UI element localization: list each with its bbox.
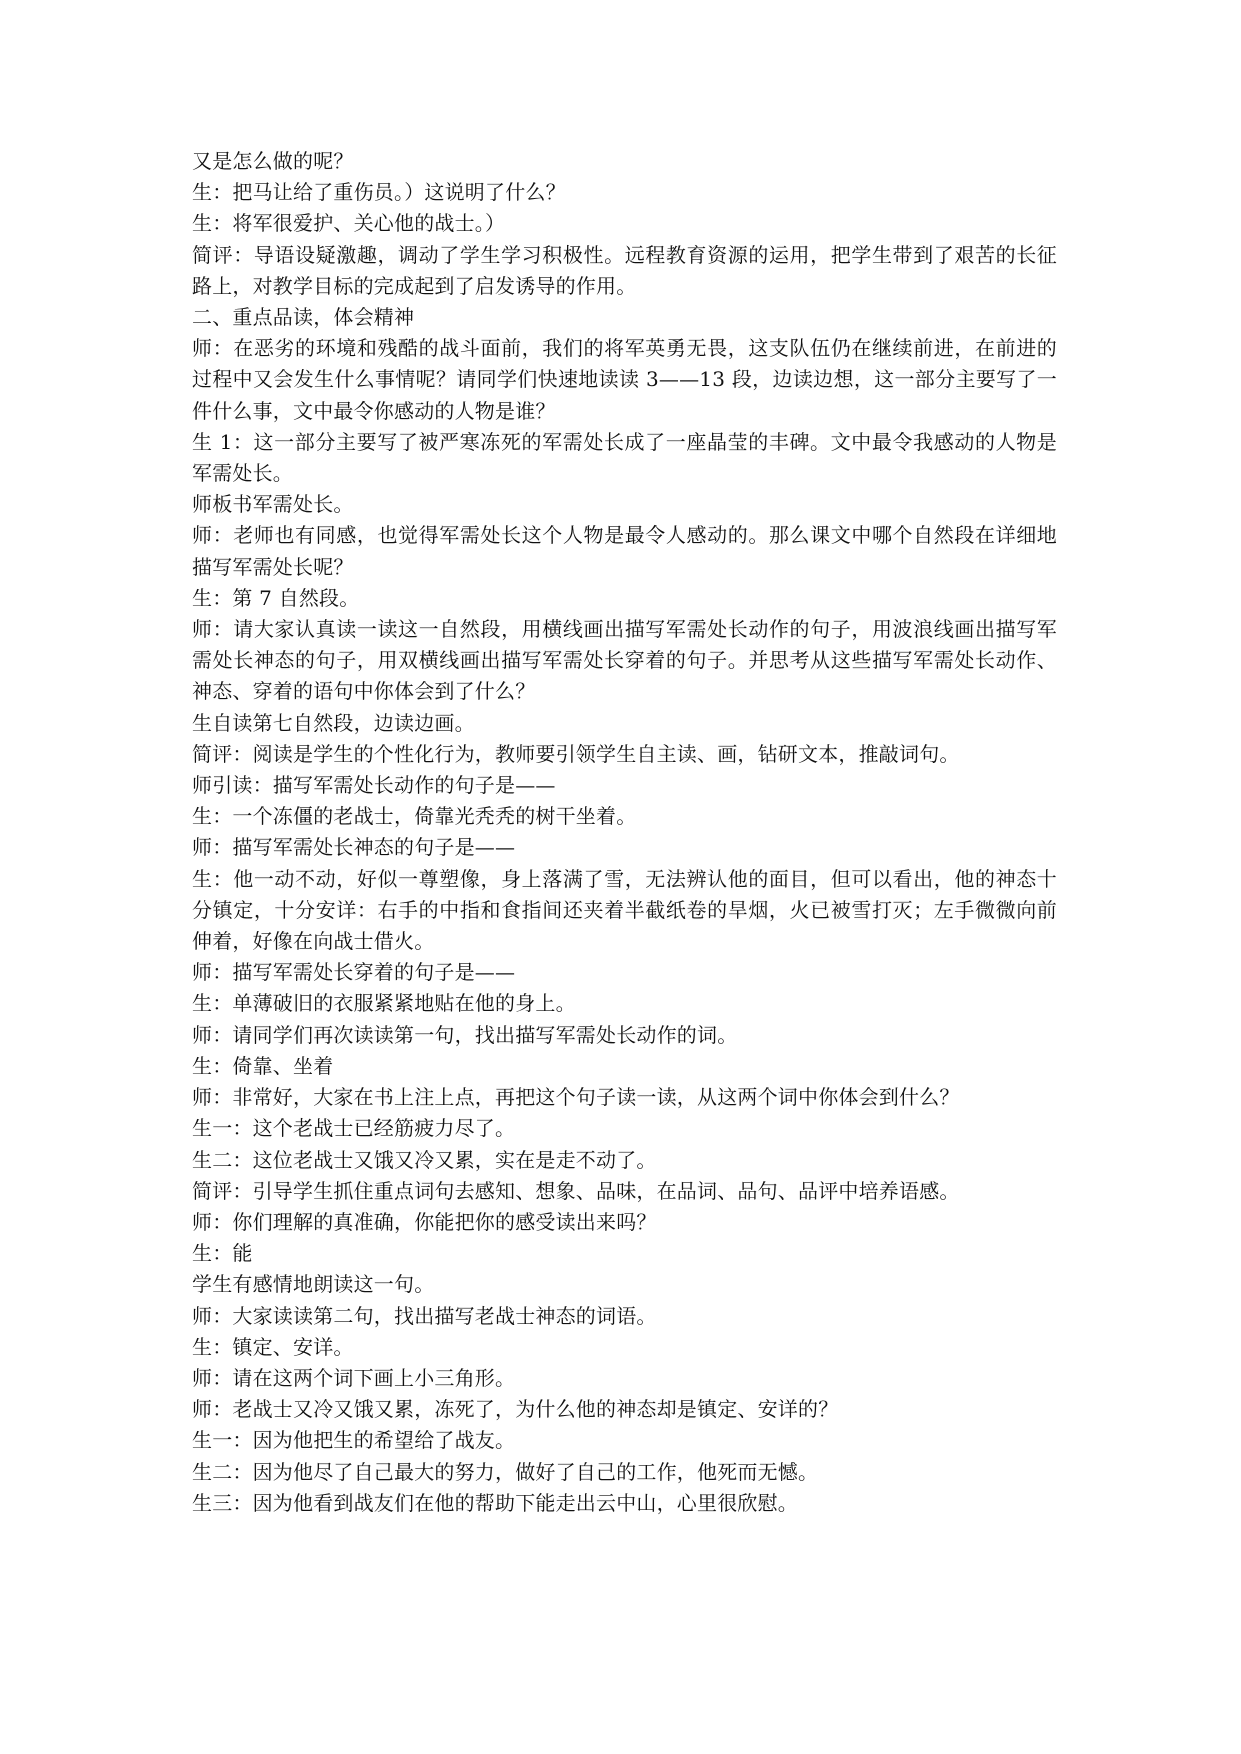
text-line-20: 师：请同学们再次读读第一句，找出描写军需处长动作的词。 [192,1022,738,1047]
text-line-8: 师板书军需处长。 [192,492,354,517]
text-line-15: 生：一个冻僵的老战士，倚靠光秃秃的树干坐着。 [192,804,637,829]
text-paragraph-11: 师：请大家认真读一读这一自然段，用横线画出描写军需处长动作的句子，用波浪线画出描写军需处长神态的句子，用双横线画出描写军需处长穿着的句子。并思考从这些描写军需处长动作、神态、穿着的语句中你体会到了什么？ [192,617,1057,704]
text-line-23: 生一：这个老战士已经筋疲力尽了。 [192,1116,516,1141]
text-line-12: 生自读第七自然段，边读边画。 [192,710,475,735]
text-line-33: 生一：因为他把生的希望给了战友。 [192,1428,516,1453]
text-line-13: 简评：阅读是学生的个性化行为，教师要引领学生自主读、画，钻研文本，推敲词句。 [192,741,960,766]
text-line-26: 师：你们理解的真准确，你能把你的感受读出来吗？ [192,1209,657,1234]
text-line-24: 生二：这位老战士又饿又冷又累，实在是走不动了。 [192,1147,657,1172]
text-line-25: 简评：引导学生抓住重点词句去感知、想象、品味，在品词、品句、品评中培养语感。 [192,1178,960,1203]
section-heading: 二、重点品读，体会精神 [192,305,415,330]
text-paragraph-9: 师：老师也有同感，也觉得军需处长这个人物是最令人感动的。那么课文中哪个自然段在详细地描写军需处长呢？ [192,523,1057,579]
text-line-35: 生三：因为他看到战友们在他的帮助下能走出云中山，心里很欣慰。 [192,1490,798,1515]
text-paragraph-6: 师：在恶劣的环境和残酷的战斗面前，我们的将军英勇无畏，这支队伍仍在继续前进，在前进的过程中又会发生什么事情呢？请同学们快速地读读 3——13 段，边读边想，这一部分主要写了一件什么事，文中最令你感动的人物是谁？ [192,336,1057,423]
text-line-31: 师：请在这两个词下画上小三角形。 [192,1365,516,1390]
text-line-34: 生二：因为他尽了自己最大的努力，做好了自己的工作，他死而无憾。 [192,1459,819,1484]
text-paragraph-17: 生：他一动不动，好似一尊塑像，身上落满了雪，无法辨认他的面目，但可以看出，他的神态十分镇定，十分安详：右手的中指和食指间还夹着半截纸卷的旱烟，火已被雪打灭；左手微微向前伸着，好像在向战士借火。 [192,866,1057,954]
text-line-1: 又是怎么做的呢？ [192,149,354,173]
text-line-10: 生：第 7 自然段。 [192,585,360,610]
text-line-27: 生：能 [192,1241,253,1266]
text-line-30: 生：镇定、安详。 [192,1334,354,1359]
text-paragraph-4: 简评：导语设疑激趣，调动了学生学习积极性。远程教育资源的运用，把学生带到了艰苦的长征路上，对教学目标的完成起到了启发诱导的作用。 [192,242,1057,298]
text-line-3: 生：将军很爱护、关心他的战士。） [192,211,506,236]
text-line-28: 学生有感情地朗读这一句。 [192,1272,435,1297]
text-line-18: 师：描写军需处长穿着的句子是—— [192,960,516,985]
document-body [192,146,1057,1519]
text-line-16: 师：描写军需处长神态的句子是—— [192,835,516,860]
text-line-14: 师引读：描写军需处长动作的句子是—— [192,773,556,798]
text-line-19: 生：单薄破旧的衣服紧紧地贴在他的身上。 [192,991,576,1016]
text-line-22: 师：非常好，大家在书上注上点，再把这个句子读一读，从这两个词中你体会到什么？ [192,1085,960,1110]
text-line-2: 生：把马让给了重伤员。）这说明了什么？ [192,180,566,205]
text-paragraph-7: 生 1：这一部分主要写了被严寒冻死的军需处长成了一座晶莹的丰碑。文中最令我感动的人物是军需处长。 [192,429,1057,486]
text-line-29: 师：大家读读第二句，找出描写老战士神态的词语。 [192,1303,657,1328]
text-line-21: 生：倚靠、坐着 [192,1053,334,1078]
text-line-32: 师：老战士又冷又饿又累，冻死了，为什么他的神态却是镇定、安详的？ [192,1397,839,1422]
